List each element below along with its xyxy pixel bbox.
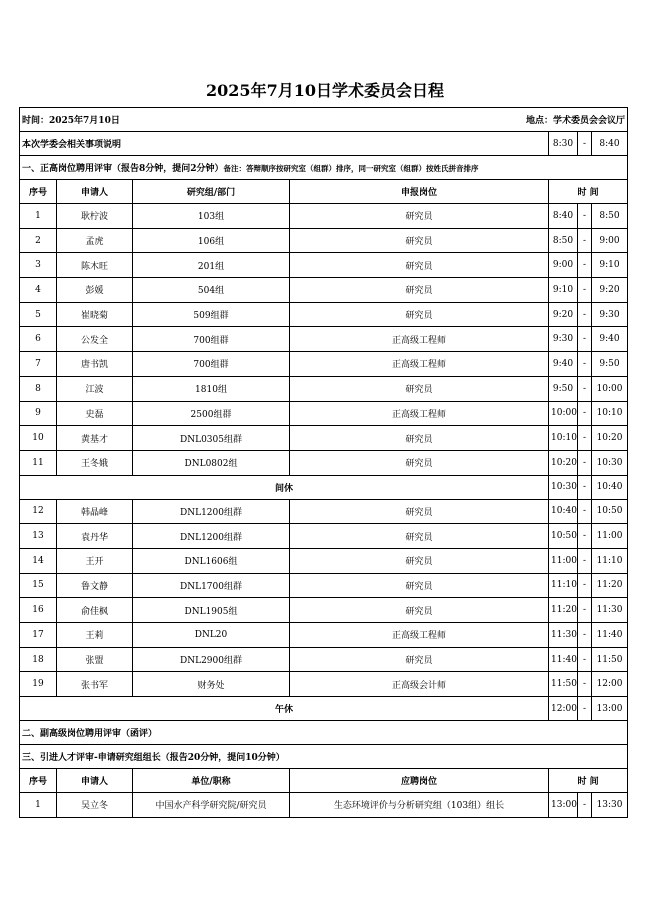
time-end: 11:50: [592, 647, 628, 672]
table-row: [20, 623, 628, 648]
cell-applicant: 唐书凯: [57, 352, 133, 377]
cell-applicant: 王开: [57, 548, 133, 573]
time-start: 11:30: [549, 623, 578, 648]
cell-post: 正高级会计师: [290, 672, 549, 697]
cell-post: 研究员: [290, 302, 549, 327]
lunch-break-row: [20, 697, 628, 721]
time-end: 10:50: [592, 499, 628, 524]
header-time: 时 间: [549, 180, 628, 204]
cell-no: 5: [20, 302, 57, 327]
time-end: 11:10: [592, 548, 628, 573]
cell-applicant: 江波: [57, 376, 133, 401]
schedule-table: [19, 107, 628, 818]
header-post: 应聘岗位: [290, 769, 549, 793]
table-row: [20, 672, 628, 697]
table-row: [20, 426, 628, 451]
time-start: 10:20: [549, 450, 578, 475]
table-row: [20, 204, 628, 229]
time-start: 10:40: [549, 499, 578, 524]
section1-title: 一、正高岗位聘用评审（报告8分钟，提问2分钟）: [22, 164, 224, 174]
header-post: 申报岗位: [290, 180, 549, 204]
cell-post: 正高级工程师: [290, 352, 549, 377]
table-row: [20, 793, 628, 818]
time-dash: -: [578, 204, 592, 229]
time-dash: -: [578, 426, 592, 451]
cell-no: 7: [20, 352, 57, 377]
time-end: 9:50: [592, 352, 628, 377]
break-label: 间休: [20, 475, 549, 499]
cell-no: 12: [20, 499, 57, 524]
cell-post: 研究员: [290, 573, 549, 598]
cell-applicant: 公发全: [57, 327, 133, 352]
cell-dept: 财务处: [133, 672, 290, 697]
header-no: 序号: [20, 769, 57, 793]
time-start: 8:30: [549, 132, 578, 156]
header-row: [20, 180, 628, 204]
cell-dept: 504组: [133, 278, 290, 303]
time-end: 10:10: [592, 401, 628, 426]
cell-dept: DNL1200组群: [133, 524, 290, 549]
cell-applicant: 耿柠波: [57, 204, 133, 229]
cell-dept: 103组: [133, 204, 290, 229]
time-end: 13:00: [592, 697, 628, 721]
time-start: 11:00: [549, 548, 578, 573]
cell-post: 研究员: [290, 376, 549, 401]
time-end: 9:30: [592, 302, 628, 327]
cell-no: 8: [20, 376, 57, 401]
cell-dept: DNL2900组群: [133, 647, 290, 672]
section1-row: [20, 156, 628, 180]
cell-applicant: 孟虎: [57, 228, 133, 253]
cell-dept: DNL20: [133, 623, 290, 648]
table-row: [20, 278, 628, 303]
table-row: [20, 524, 628, 549]
time-start: 9:30: [549, 327, 578, 352]
time-dash: -: [578, 499, 592, 524]
cell-no: 1: [20, 793, 57, 818]
time-start: 9:40: [549, 352, 578, 377]
time-start: 11:50: [549, 672, 578, 697]
cell-applicant: 黄基才: [57, 426, 133, 451]
time-start: 11:10: [549, 573, 578, 598]
table-row: [20, 352, 628, 377]
section1-note: 备注：答辩顺序按研究室（组群）排序，同一研究室（组群）按姓氏拼音排序: [223, 164, 479, 173]
cell-post: 研究员: [290, 253, 549, 278]
cell-applicant: 袁丹华: [57, 524, 133, 549]
intro-label: 本次学委会相关事项说明: [20, 132, 549, 156]
time-end: 11:20: [592, 573, 628, 598]
cell-no: 13: [20, 524, 57, 549]
time-end: 12:00: [592, 672, 628, 697]
cell-dept: 2500组群: [133, 401, 290, 426]
cell-applicant: 王冬娥: [57, 450, 133, 475]
time-dash: -: [578, 623, 592, 648]
header-name: 申请人: [57, 769, 133, 793]
time-start: 9:50: [549, 376, 578, 401]
time-end: 10:40: [592, 475, 628, 499]
page-title: 2025年7月10日学术委员会日程: [206, 81, 444, 100]
break-row: [20, 475, 628, 499]
cell-post: 研究员: [290, 598, 549, 623]
cell-applicant: 崔晓菊: [57, 302, 133, 327]
time-start: 9:00: [549, 253, 578, 278]
cell-dept: DNL0802组: [133, 450, 290, 475]
cell-dept: DNL1700组群: [133, 573, 290, 598]
cell-post: 研究员: [290, 228, 549, 253]
section3-row: [20, 745, 628, 769]
cell-applicant: 彭媛: [57, 278, 133, 303]
table-row: [20, 376, 628, 401]
time-dash: -: [578, 228, 592, 253]
cell-dept: DNL1905组: [133, 598, 290, 623]
time-dash: -: [578, 352, 592, 377]
header-dept: 研究组/部门: [133, 180, 290, 204]
cell-applicant: 张书军: [57, 672, 133, 697]
cell-applicant: 韩晶峰: [57, 499, 133, 524]
table-row: [20, 228, 628, 253]
cell-post: 研究员: [290, 426, 549, 451]
intro-row: [20, 132, 628, 156]
cell-applicant: 俞佳枫: [57, 598, 133, 623]
cell-no: 2: [20, 228, 57, 253]
time-end: 10:00: [592, 376, 628, 401]
cell-dept: 700组群: [133, 327, 290, 352]
time-dash: -: [578, 598, 592, 623]
time-dash: -: [578, 573, 592, 598]
table-row: [20, 598, 628, 623]
cell-applicant: 张盟: [57, 647, 133, 672]
time-dash: -: [578, 475, 592, 499]
header-row: [20, 769, 628, 793]
time-end: 9:10: [592, 253, 628, 278]
cell-no: 19: [20, 672, 57, 697]
cell-no: 1: [20, 204, 57, 229]
cell-post: 生态环境评价与分析研究组（103组）组长: [290, 793, 549, 818]
time-end: 11:30: [592, 598, 628, 623]
time-end: 8:40: [592, 132, 628, 156]
header-name: 申请人: [57, 180, 133, 204]
header-no: 序号: [20, 180, 57, 204]
time-end: 9:40: [592, 327, 628, 352]
table-row: [20, 647, 628, 672]
cell-post: 研究员: [290, 524, 549, 549]
time-start: 10:10: [549, 426, 578, 451]
cell-no: 4: [20, 278, 57, 303]
cell-no: 11: [20, 450, 57, 475]
cell-post: 研究员: [290, 204, 549, 229]
time-start: 11:40: [549, 647, 578, 672]
table-row: [20, 253, 628, 278]
time-dash: -: [578, 697, 592, 721]
time-start: 8:50: [549, 228, 578, 253]
time-dash: -: [578, 132, 592, 156]
cell-no: 3: [20, 253, 57, 278]
cell-post: 研究员: [290, 450, 549, 475]
time-dash: -: [578, 793, 592, 818]
time-start: 10:50: [549, 524, 578, 549]
cell-no: 17: [20, 623, 57, 648]
time-dash: -: [578, 450, 592, 475]
time-start: 10:30: [549, 475, 578, 499]
time-start: 13:00: [549, 793, 578, 818]
table-row: [20, 450, 628, 475]
cell-dept: 中国水产科学研究院/研究员: [133, 793, 290, 818]
table-row: [20, 573, 628, 598]
cell-dept: DNL1200组群: [133, 499, 290, 524]
time-end: 11:00: [592, 524, 628, 549]
cell-applicant: 王莉: [57, 623, 133, 648]
section3-title: 三、引进人才评审-申请研究组组长（报告20分钟，提问10分钟）: [20, 745, 628, 769]
cell-no: 18: [20, 647, 57, 672]
cell-applicant: 鲁文静: [57, 573, 133, 598]
cell-no: 10: [20, 426, 57, 451]
time-end: 13:30: [592, 793, 628, 818]
cell-no: 6: [20, 327, 57, 352]
cell-no: 9: [20, 401, 57, 426]
cell-no: 16: [20, 598, 57, 623]
section2-row: [20, 721, 628, 745]
table-row: [20, 302, 628, 327]
cell-dept: 106组: [133, 228, 290, 253]
time-start: 11:20: [549, 598, 578, 623]
time-start: 9:10: [549, 278, 578, 303]
meeting-date: 时间：2025年7月10日: [22, 116, 120, 126]
time-start: 9:20: [549, 302, 578, 327]
cell-post: 正高级工程师: [290, 623, 549, 648]
time-dash: -: [578, 672, 592, 697]
time-dash: -: [578, 647, 592, 672]
meta-row: [20, 108, 628, 132]
time-end: 9:20: [592, 278, 628, 303]
time-end: 10:20: [592, 426, 628, 451]
cell-applicant: 吴立冬: [57, 793, 133, 818]
time-start: 12:00: [549, 697, 578, 721]
time-dash: -: [578, 278, 592, 303]
table-row: [20, 327, 628, 352]
schedule-body: [20, 108, 628, 818]
time-start: 10:00: [549, 401, 578, 426]
cell-no: 14: [20, 548, 57, 573]
time-dash: -: [578, 253, 592, 278]
cell-dept: 700组群: [133, 352, 290, 377]
header-time: 时 间: [549, 769, 628, 793]
cell-post: 正高级工程师: [290, 401, 549, 426]
table-row: [20, 401, 628, 426]
cell-dept: 201组: [133, 253, 290, 278]
lunch-break-label: 午休: [20, 697, 549, 721]
meeting-location: 地点：学术委员会会议厅: [526, 116, 626, 126]
time-end: 11:40: [592, 623, 628, 648]
time-dash: -: [578, 401, 592, 426]
cell-post: 研究员: [290, 499, 549, 524]
time-dash: -: [578, 524, 592, 549]
time-dash: -: [578, 302, 592, 327]
cell-dept: DNL0305组群: [133, 426, 290, 451]
time-start: 8:40: [549, 204, 578, 229]
time-dash: -: [578, 327, 592, 352]
table-row: [20, 499, 628, 524]
time-end: 10:30: [592, 450, 628, 475]
time-end: 8:50: [592, 204, 628, 229]
table-row: [20, 548, 628, 573]
cell-post: 研究员: [290, 548, 549, 573]
cell-dept: DNL1606组: [133, 548, 290, 573]
cell-applicant: 陈木旺: [57, 253, 133, 278]
cell-post: 正高级工程师: [290, 327, 549, 352]
time-dash: -: [578, 376, 592, 401]
cell-applicant: 史磊: [57, 401, 133, 426]
cell-no: 15: [20, 573, 57, 598]
cell-dept: 509组群: [133, 302, 290, 327]
section2-title: 二、副高级岗位聘用评审（函评）: [20, 721, 628, 745]
time-dash: -: [578, 548, 592, 573]
cell-dept: 1810组: [133, 376, 290, 401]
cell-post: 研究员: [290, 647, 549, 672]
time-end: 9:00: [592, 228, 628, 253]
cell-post: 研究员: [290, 278, 549, 303]
header-dept: 单位/职称: [133, 769, 290, 793]
